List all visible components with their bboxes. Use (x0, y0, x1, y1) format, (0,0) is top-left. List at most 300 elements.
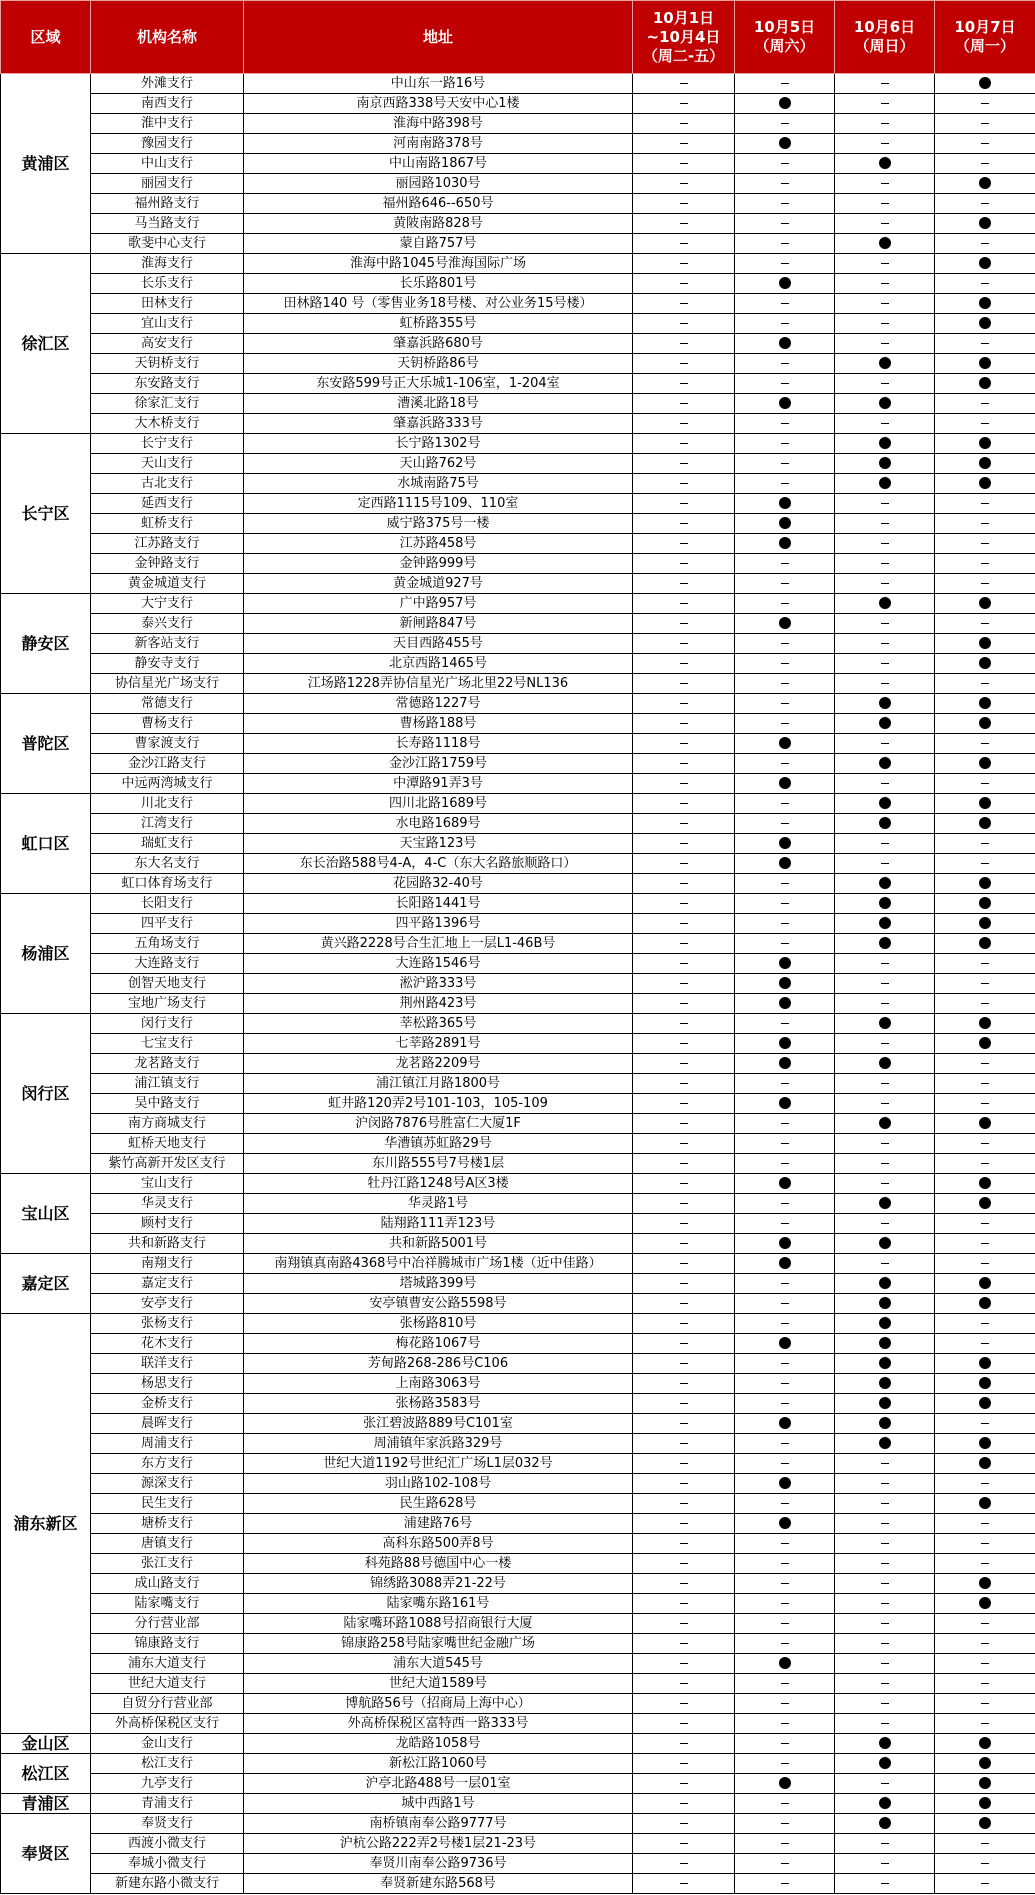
closed-dash-icon (981, 1323, 989, 1324)
address-cell: 羽山路102-108号 (244, 1474, 633, 1494)
closed-dash-icon (881, 1623, 889, 1624)
closed-dash-icon (881, 1583, 889, 1584)
open-dot-icon (879, 1117, 891, 1129)
branch-name-cell: 徐家汇支行 (91, 394, 244, 414)
schedule-cell-day2 (735, 1234, 835, 1254)
closed-dash-icon (781, 1023, 789, 1024)
schedule-cell-day1 (633, 374, 735, 394)
branch-name-cell: 协信星光广场支行 (91, 674, 244, 694)
schedule-cell-day2 (735, 214, 835, 234)
region-cell: 长宁区 (1, 434, 91, 594)
closed-dash-icon (680, 903, 688, 904)
closed-dash-icon (781, 163, 789, 164)
schedule-cell-day4 (935, 314, 1035, 334)
schedule-cell-day2 (735, 834, 835, 854)
table-row (1, 1574, 1035, 1594)
schedule-cell-day3 (835, 254, 935, 274)
closed-dash-icon (680, 723, 688, 724)
schedule-cell-day3 (835, 1274, 935, 1294)
branch-name-cell: 泰兴支行 (91, 614, 244, 634)
branch-name-cell: 金沙江路支行 (91, 754, 244, 774)
closed-dash-icon (781, 263, 789, 264)
schedule-cell-day3 (835, 854, 935, 874)
open-dot-icon (979, 477, 991, 489)
schedule-cell-day3 (835, 1874, 935, 1894)
closed-dash-icon (981, 1083, 989, 1084)
branch-name-cell: 龙茗路支行 (91, 1054, 244, 1074)
open-dot-icon (979, 1277, 991, 1289)
schedule-cell-day1 (633, 854, 735, 874)
closed-dash-icon (680, 383, 688, 384)
closed-dash-icon (981, 1223, 989, 1224)
closed-dash-icon (680, 283, 688, 284)
branch-name-cell: 延西支行 (91, 494, 244, 514)
open-dot-icon (879, 1397, 891, 1409)
address-cell: 花园路32-40号 (244, 874, 633, 894)
table-row (1, 1874, 1035, 1894)
closed-dash-icon (680, 183, 688, 184)
closed-dash-icon (680, 743, 688, 744)
address-cell: 肇嘉浜路333号 (244, 414, 633, 434)
schedule-cell-day2 (735, 274, 835, 294)
closed-dash-icon (781, 1303, 789, 1304)
schedule-cell-day3 (835, 654, 935, 674)
closed-dash-icon (680, 1623, 688, 1624)
schedule-cell-day3 (835, 1734, 935, 1754)
address-cell: 威宁路375号一楼 (244, 514, 633, 534)
schedule-cell-day3 (835, 1534, 935, 1554)
branch-name-cell: 江湾支行 (91, 814, 244, 834)
schedule-cell-day2 (735, 754, 835, 774)
closed-dash-icon (680, 1643, 688, 1644)
schedule-cell-day2 (735, 954, 835, 974)
schedule-cell-day2 (735, 1354, 835, 1374)
schedule-cell-day4 (935, 974, 1035, 994)
address-cell: 浦建路76号 (244, 1514, 633, 1534)
schedule-cell-day3 (835, 1134, 935, 1154)
branch-name-cell: 古北支行 (91, 474, 244, 494)
closed-dash-icon (781, 1743, 789, 1744)
closed-dash-icon (781, 1703, 789, 1704)
address-cell: 常德路1227号 (244, 694, 633, 714)
open-dot-icon (879, 1437, 891, 1449)
schedule-cell-day3 (835, 574, 935, 594)
open-dot-icon (879, 1737, 891, 1749)
schedule-cell-day3 (835, 194, 935, 214)
open-dot-icon (779, 1257, 791, 1269)
address-cell: 南京西路338号天安中心1楼 (244, 94, 633, 114)
schedule-cell-day1 (633, 634, 735, 654)
closed-dash-icon (680, 343, 688, 344)
schedule-cell-day2 (735, 1674, 835, 1694)
closed-dash-icon (680, 543, 688, 544)
closed-dash-icon (680, 1563, 688, 1564)
schedule-cell-day2 (735, 674, 835, 694)
branch-name-cell: 新客站支行 (91, 634, 244, 654)
closed-dash-icon (781, 1643, 789, 1644)
closed-dash-icon (981, 783, 989, 784)
address-cell: 东安路599号正大乐城1-106室，1-204室 (244, 374, 633, 394)
table-row (1, 874, 1035, 894)
closed-dash-icon (881, 1103, 889, 1104)
schedule-cell-day1 (633, 1254, 735, 1274)
closed-dash-icon (781, 1123, 789, 1124)
open-dot-icon (779, 737, 791, 749)
address-cell: 定西路1115号109、110室 (244, 494, 633, 514)
closed-dash-icon (881, 183, 889, 184)
header-name: 机构名称 (91, 1, 244, 74)
open-dot-icon (879, 937, 891, 949)
schedule-cell-day2 (735, 1434, 835, 1454)
table-row (1, 314, 1035, 334)
schedule-cell-day2 (735, 1594, 835, 1614)
schedule-cell-day1 (633, 74, 735, 94)
header-oct6 (835, 1, 935, 74)
schedule-cell-day1 (633, 1674, 735, 1694)
open-dot-icon (979, 1577, 991, 1589)
closed-dash-icon (981, 243, 989, 244)
open-dot-icon (779, 537, 791, 549)
schedule-cell-day3 (835, 834, 935, 854)
open-dot-icon (979, 717, 991, 729)
closed-dash-icon (781, 763, 789, 764)
closed-dash-icon (981, 843, 989, 844)
schedule-cell-day4 (935, 1254, 1035, 1274)
closed-dash-icon (680, 883, 688, 884)
closed-dash-icon (680, 1283, 688, 1284)
address-cell: 长阳路1441号 (244, 894, 633, 914)
address-cell: 张杨路810号 (244, 1314, 633, 1334)
schedule-cell-day4 (935, 1874, 1035, 1894)
closed-dash-icon (781, 1723, 789, 1724)
table-row (1, 1054, 1035, 1074)
schedule-cell-day2 (735, 1714, 835, 1734)
closed-dash-icon (680, 1763, 688, 1764)
branch-name-cell: 虹口体育场支行 (91, 874, 244, 894)
schedule-cell-day4 (935, 794, 1035, 814)
schedule-cell-day3 (835, 1354, 935, 1374)
address-cell: 中潭路91弄3号 (244, 774, 633, 794)
address-cell: 金沙江路1759号 (244, 754, 633, 774)
closed-dash-icon (881, 1163, 889, 1164)
schedule-cell-day4 (935, 1694, 1035, 1714)
open-dot-icon (879, 237, 891, 249)
address-cell: 天宝路123号 (244, 834, 633, 854)
open-dot-icon (779, 1777, 791, 1789)
schedule-cell-day2 (735, 1874, 835, 1894)
closed-dash-icon (781, 643, 789, 644)
branch-name-cell: 瑞虹支行 (91, 834, 244, 854)
schedule-cell-day1 (633, 1574, 735, 1594)
schedule-cell-day3 (835, 874, 935, 894)
schedule-cell-day4 (935, 734, 1035, 754)
schedule-cell-day2 (735, 634, 835, 654)
closed-dash-icon (881, 1043, 889, 1044)
address-cell: 沪杭公路222弄2号楼1层21-23号 (244, 1834, 633, 1854)
closed-dash-icon (680, 503, 688, 504)
table-row (1, 934, 1035, 954)
closed-dash-icon (680, 363, 688, 364)
closed-dash-icon (680, 443, 688, 444)
schedule-cell-day4 (935, 954, 1035, 974)
closed-dash-icon (781, 323, 789, 324)
table-row (1, 1834, 1035, 1854)
closed-dash-icon (981, 203, 989, 204)
branch-name-cell: 世纪大道支行 (91, 1674, 244, 1694)
branch-name-cell: 浦东大道支行 (91, 1654, 244, 1674)
closed-dash-icon (881, 343, 889, 344)
address-cell: 世纪大道1192号世纪汇广场L1层032号 (244, 1454, 633, 1474)
schedule-cell-day1 (633, 1754, 735, 1774)
schedule-cell-day4 (935, 1834, 1035, 1854)
closed-dash-icon (881, 523, 889, 524)
open-dot-icon (879, 397, 891, 409)
open-dot-icon (879, 717, 891, 729)
header-row (1, 1, 1035, 74)
table-row (1, 994, 1035, 1014)
branch-name-cell: 丽园支行 (91, 174, 244, 194)
closed-dash-icon (781, 383, 789, 384)
branch-name-cell: 四平支行 (91, 914, 244, 934)
open-dot-icon (979, 1757, 991, 1769)
closed-dash-icon (781, 123, 789, 124)
address-cell: 黄金城道927号 (244, 574, 633, 594)
open-dot-icon (879, 1377, 891, 1389)
open-dot-icon (979, 217, 991, 229)
open-dot-icon (779, 957, 791, 969)
closed-dash-icon (981, 1663, 989, 1664)
open-dot-icon (779, 277, 791, 289)
closed-dash-icon (781, 423, 789, 424)
closed-dash-icon (680, 803, 688, 804)
closed-dash-icon (781, 1143, 789, 1144)
closed-dash-icon (881, 423, 889, 424)
schedule-cell-day3 (835, 334, 935, 354)
region-cell: 松江区 (1, 1754, 91, 1794)
schedule-cell-day1 (633, 794, 735, 814)
open-dot-icon (979, 757, 991, 769)
closed-dash-icon (781, 1383, 789, 1384)
closed-dash-icon (781, 1443, 789, 1444)
schedule-cell-day3 (835, 1674, 935, 1694)
table-row (1, 1734, 1035, 1754)
open-dot-icon (779, 1057, 791, 1069)
branch-name-cell: 中山支行 (91, 154, 244, 174)
closed-dash-icon (781, 1083, 789, 1084)
address-cell: 七莘路2891号 (244, 1034, 633, 1054)
schedule-cell-day3 (835, 1114, 935, 1134)
region-cell: 浦东新区 (1, 1314, 91, 1734)
schedule-cell-day2 (735, 1074, 835, 1094)
open-dot-icon (979, 1017, 991, 1029)
schedule-cell-day3 (835, 1154, 935, 1174)
closed-dash-icon (781, 1203, 789, 1204)
table-row (1, 214, 1035, 234)
branch-name-cell: 歌斐中心支行 (91, 234, 244, 254)
closed-dash-icon (781, 1323, 789, 1324)
closed-dash-icon (781, 443, 789, 444)
schedule-cell-day3 (835, 1174, 935, 1194)
schedule-cell-day3 (835, 934, 935, 954)
schedule-cell-day3 (835, 994, 935, 1014)
closed-dash-icon (680, 963, 688, 964)
schedule-cell-day4 (935, 94, 1035, 114)
address-cell: 沪亭北路488号一层01室 (244, 1774, 633, 1794)
closed-dash-icon (680, 843, 688, 844)
branch-name-cell: 塘桥支行 (91, 1514, 244, 1534)
open-dot-icon (879, 1277, 891, 1289)
schedule-cell-day3 (835, 1034, 935, 1054)
schedule-cell-day1 (633, 1854, 735, 1874)
branch-name-cell: 田林支行 (91, 294, 244, 314)
open-dot-icon (779, 1037, 791, 1049)
closed-dash-icon (680, 763, 688, 764)
address-cell: 周浦镇年家浜路329号 (244, 1434, 633, 1454)
closed-dash-icon (781, 1603, 789, 1604)
address-cell: 天山路762号 (244, 454, 633, 474)
branch-name-cell: 虹桥天地支行 (91, 1134, 244, 1154)
schedule-cell-day4 (935, 1634, 1035, 1654)
closed-dash-icon (680, 1683, 688, 1684)
address-cell: 浦东大道545号 (244, 1654, 633, 1674)
schedule-cell-day4 (935, 674, 1035, 694)
closed-dash-icon (680, 403, 688, 404)
schedule-cell-day4 (935, 1734, 1035, 1754)
schedule-cell-day3 (835, 1514, 935, 1534)
schedule-cell-day4 (935, 574, 1035, 594)
table-row (1, 134, 1035, 154)
closed-dash-icon (781, 723, 789, 724)
schedule-cell-day1 (633, 534, 735, 554)
closed-dash-icon (680, 643, 688, 644)
address-cell: 曹杨路188号 (244, 714, 633, 734)
schedule-cell-day3 (835, 1474, 935, 1494)
schedule-cell-day1 (633, 1694, 735, 1714)
branch-name-cell: 自贸分行营业部 (91, 1694, 244, 1714)
schedule-cell-day2 (735, 414, 835, 434)
schedule-cell-day2 (735, 494, 835, 514)
schedule-cell-day4 (935, 1614, 1035, 1634)
closed-dash-icon (981, 683, 989, 684)
table-row (1, 74, 1035, 94)
schedule-cell-day3 (835, 594, 935, 614)
address-cell: 田林路140 号（零售业务18号楼、对公业务15号楼） (244, 294, 633, 314)
schedule-cell-day1 (633, 754, 735, 774)
branch-name-cell: 大宁支行 (91, 594, 244, 614)
closed-dash-icon (680, 1143, 688, 1144)
closed-dash-icon (981, 1883, 989, 1884)
table-row (1, 774, 1035, 794)
schedule-cell-day3 (835, 154, 935, 174)
address-cell: 四平路1396号 (244, 914, 633, 934)
schedule-cell-day2 (735, 1614, 835, 1634)
closed-dash-icon (881, 143, 889, 144)
schedule-cell-day4 (935, 1394, 1035, 1414)
address-cell: 福州路646--650号 (244, 194, 633, 214)
schedule-cell-day4 (935, 834, 1035, 854)
closed-dash-icon (881, 1843, 889, 1844)
schedule-cell-day4 (935, 1194, 1035, 1214)
schedule-cell-day4 (935, 1714, 1035, 1734)
closed-dash-icon (881, 683, 889, 684)
address-cell: 博航路56号（招商局上海中心） (244, 1694, 633, 1714)
branch-name-cell: 南翔支行 (91, 1254, 244, 1274)
branch-name-cell: 九亭支行 (91, 1774, 244, 1794)
schedule-cell-day4 (935, 1554, 1035, 1574)
address-cell: 虹井路120弄2号101-103，105-109 (244, 1094, 633, 1114)
closed-dash-icon (881, 283, 889, 284)
closed-dash-icon (781, 903, 789, 904)
address-cell: 梅花路1067号 (244, 1334, 633, 1354)
table-row (1, 514, 1035, 534)
closed-dash-icon (981, 1703, 989, 1704)
schedule-cell-day1 (633, 1194, 735, 1214)
open-dot-icon (879, 1197, 891, 1209)
schedule-cell-day2 (735, 1554, 835, 1574)
open-dot-icon (979, 457, 991, 469)
schedule-cell-day1 (633, 834, 735, 854)
schedule-cell-day3 (835, 1834, 935, 1854)
schedule-cell-day4 (935, 274, 1035, 294)
schedule-cell-day1 (633, 1874, 735, 1894)
schedule-cell-day2 (735, 1654, 835, 1674)
schedule-cell-day1 (633, 574, 735, 594)
closed-dash-icon (881, 1603, 889, 1604)
table-row (1, 1374, 1035, 1394)
schedule-cell-day3 (835, 1254, 935, 1274)
closed-dash-icon (781, 303, 789, 304)
schedule-cell-day1 (633, 1734, 735, 1754)
closed-dash-icon (781, 483, 789, 484)
table-row (1, 894, 1035, 914)
region-cell: 普陀区 (1, 694, 91, 794)
address-cell: 外高桥保税区富特西一路333号 (244, 1714, 633, 1734)
branch-name-cell: 金桥支行 (91, 1394, 244, 1414)
schedule-cell-day3 (835, 494, 935, 514)
closed-dash-icon (680, 703, 688, 704)
schedule-cell-day3 (835, 734, 935, 754)
schedule-cell-day3 (835, 1394, 935, 1414)
schedule-cell-day2 (735, 1734, 835, 1754)
table-row (1, 754, 1035, 774)
open-dot-icon (979, 257, 991, 269)
schedule-cell-day2 (735, 514, 835, 534)
schedule-cell-day1 (633, 1554, 735, 1574)
closed-dash-icon (981, 863, 989, 864)
schedule-cell-day2 (735, 1574, 835, 1594)
table-row (1, 674, 1035, 694)
closed-dash-icon (680, 1003, 688, 1004)
closed-dash-icon (881, 1683, 889, 1684)
closed-dash-icon (680, 1123, 688, 1124)
schedule-cell-day2 (735, 534, 835, 554)
schedule-cell-day4 (935, 294, 1035, 314)
header-oct5 (735, 1, 835, 74)
address-cell: 上南路3063号 (244, 1374, 633, 1394)
header-oct1-4 (633, 1, 735, 74)
schedule-cell-day4 (935, 534, 1035, 554)
schedule-cell-day4 (935, 874, 1035, 894)
schedule-cell-day3 (835, 1314, 935, 1334)
closed-dash-icon (680, 923, 688, 924)
schedule-cell-day4 (935, 1214, 1035, 1234)
branch-name-cell: 淮中支行 (91, 114, 244, 134)
closed-dash-icon (781, 223, 789, 224)
closed-dash-icon (881, 1643, 889, 1644)
schedule-cell-day2 (735, 1174, 835, 1194)
open-dot-icon (879, 817, 891, 829)
branch-name-cell: 宝山支行 (91, 1174, 244, 1194)
